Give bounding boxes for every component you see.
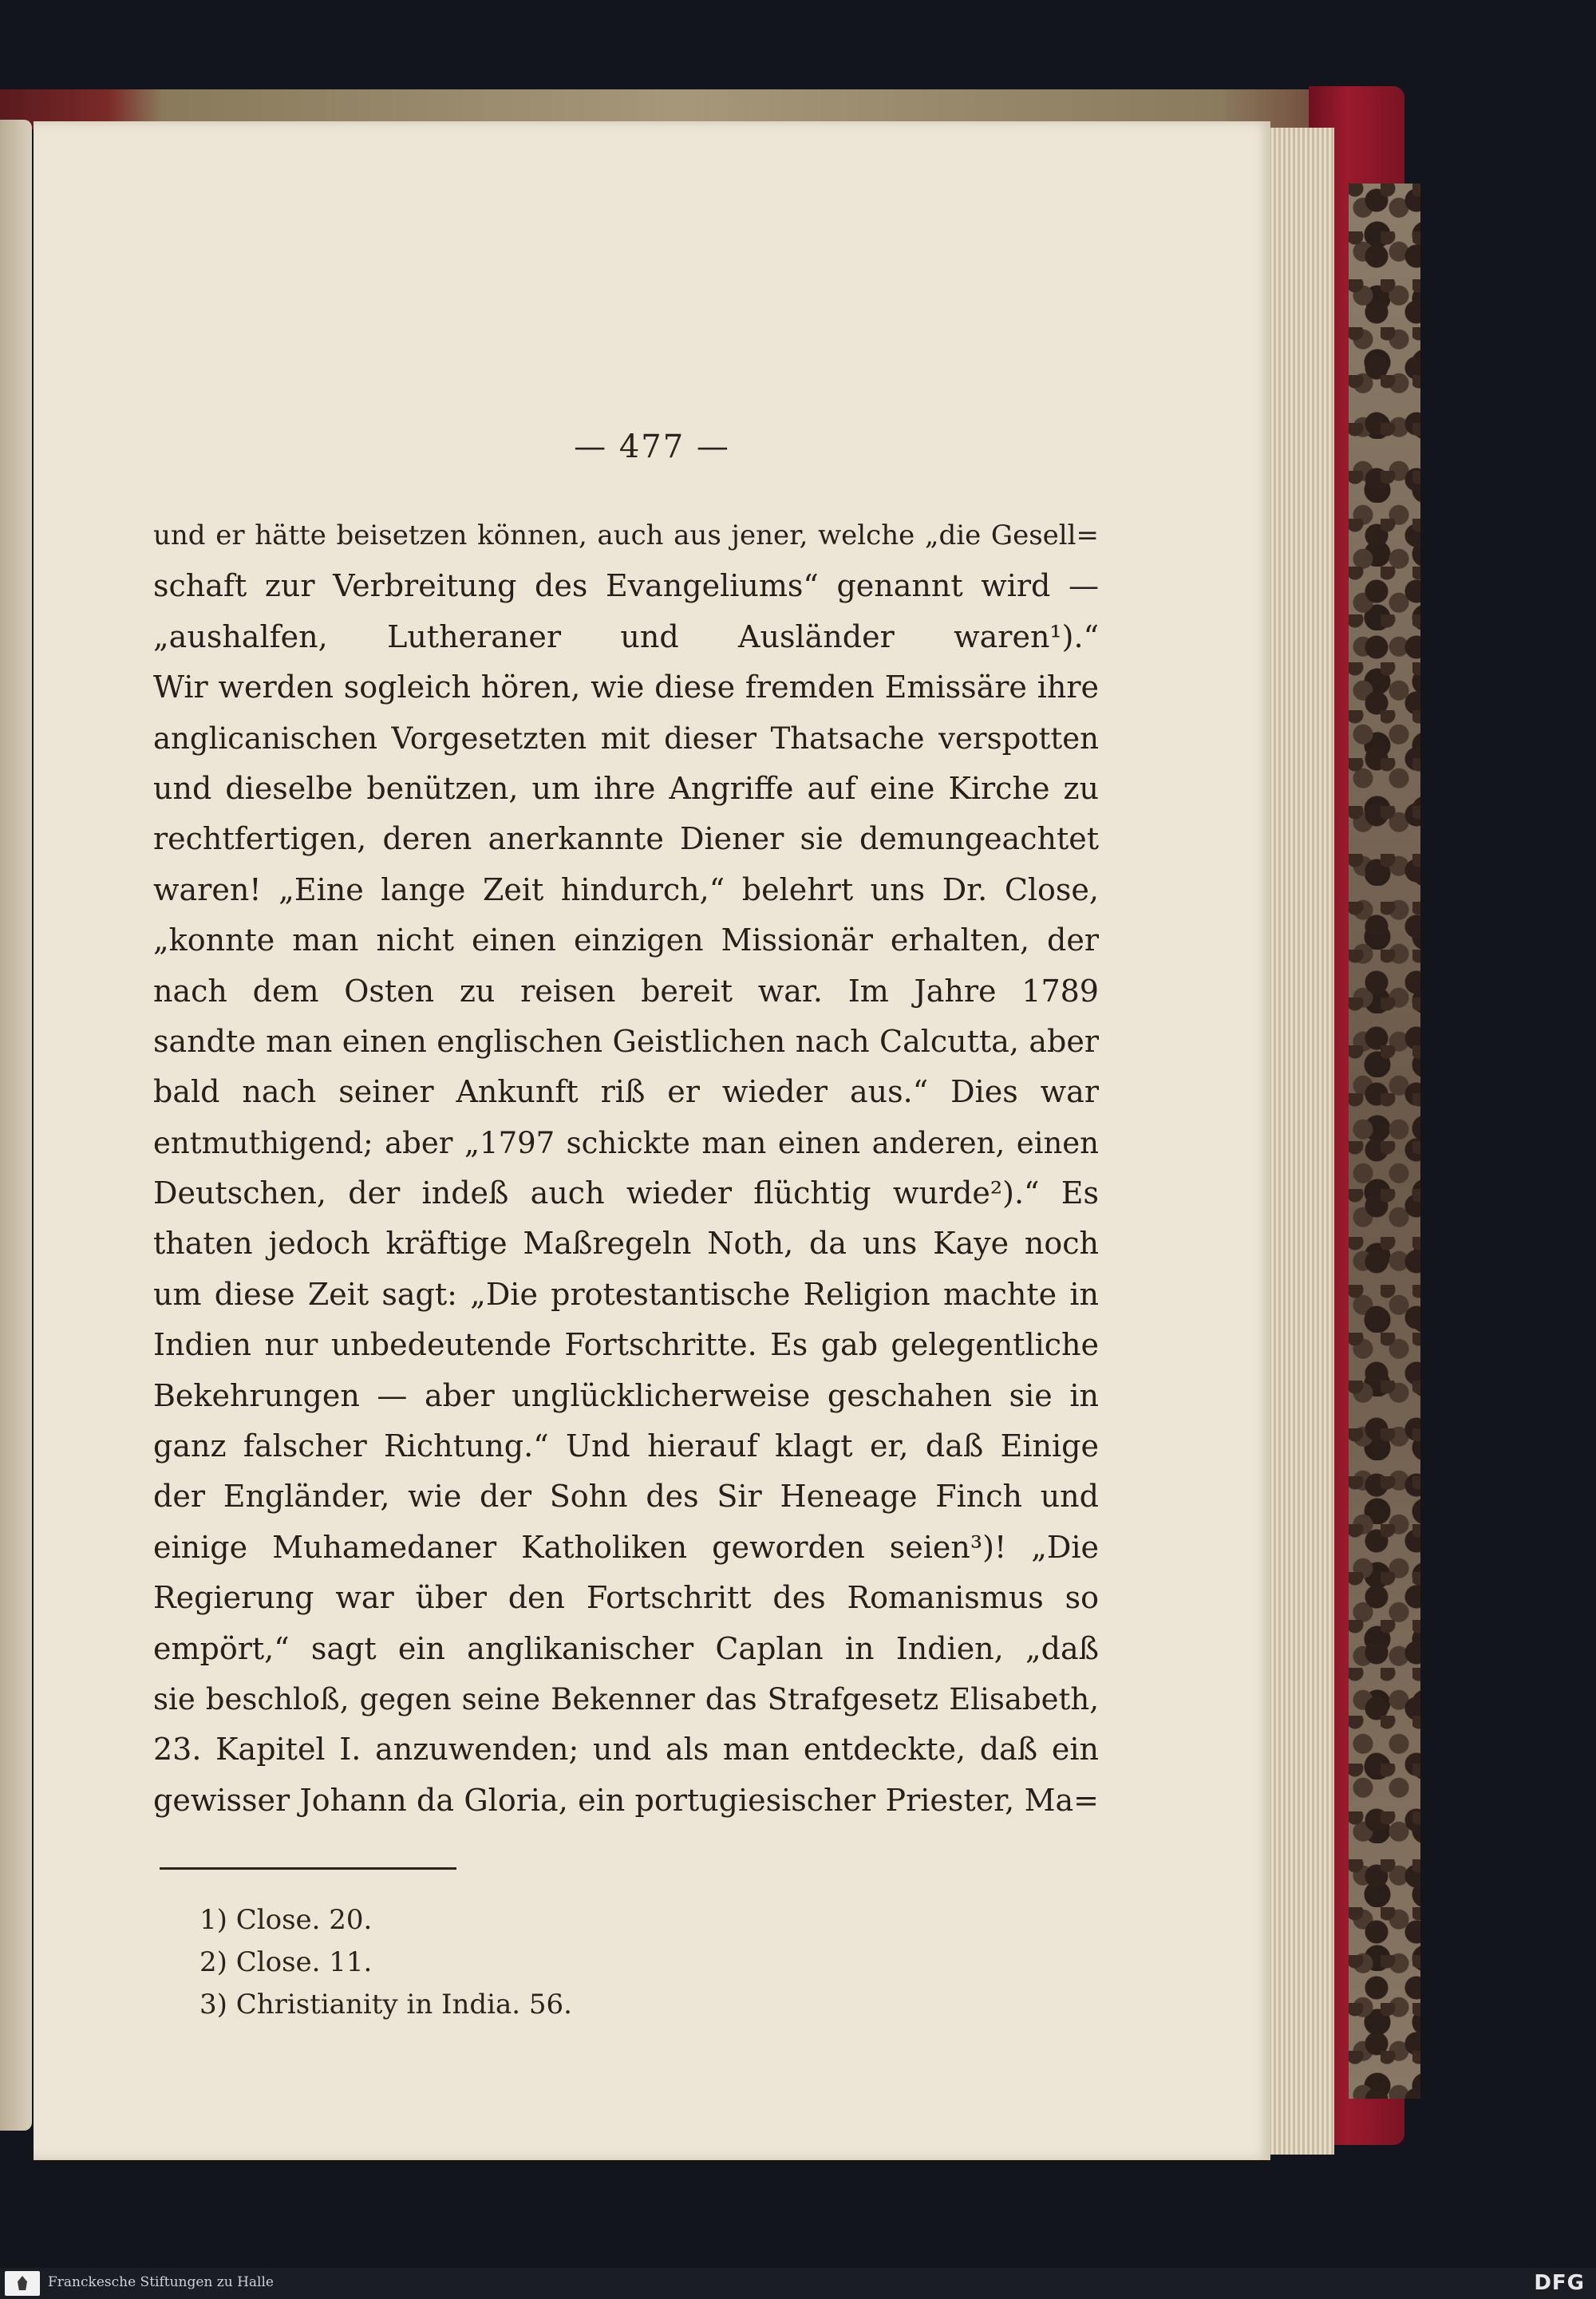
text-line: und dieselbe benützen, um ihre Angriffe auf eine Kirche zu [153, 770, 1099, 806]
text-line: und er hätte beisetzen können, auch aus jener, welche „die Gesell= [153, 519, 1099, 551]
footnote-rule [160, 1867, 456, 1870]
text-line: Indien nur unbedeutende Fortschritte. Es gab gelegentliche [153, 1327, 1099, 1363]
body-text [153, 511, 1099, 1826]
footnote: 3) Christianity in India. 56. [200, 1989, 572, 2021]
library-credit[interactable]: Franckesche Stiftungen zu Halle [48, 2274, 274, 2290]
footnote: 2) Close. 11. [200, 1946, 373, 1978]
left-page-edge [0, 120, 32, 2131]
text-line: 23. Kapitel I. anzuwenden; und als man entdeckte, daß ein [153, 1732, 1099, 1768]
text-line: Regierung war über den Fortschritt des Romanismus so [153, 1580, 1099, 1616]
text-line: sie beschloß, gegen seine Bekenner das Strafgesetz Elisabeth, [153, 1681, 1099, 1716]
text-line: Wir werden sogleich hören, wie diese fremden Emissäre ihre [153, 670, 1099, 705]
dfg-logo[interactable]: DFG [1534, 2271, 1585, 2295]
footnotes [200, 1899, 572, 2026]
text-line: entmuthigend; aber „1797 schickte man einen anderen, einen [153, 1125, 1099, 1160]
text-line: „aushalfen, Lutheraner und Ausländer waren¹).“ [153, 618, 1099, 654]
text-line: der Engländer, wie der Sohn des Sir Heneage Finch und [153, 1479, 1099, 1515]
library-logo-icon [5, 2271, 40, 2296]
text-line: sandte man einen englischen Geistlichen nach Calcutta, aber [153, 1023, 1099, 1059]
text-line: gewisser Johann da Gloria, ein portugiesischer Priester, Ma= [153, 1782, 1099, 1818]
text-line: um diese Zeit sagt: „Die protestantische Religion machte in [153, 1276, 1099, 1312]
text-line: Deutschen, der indeß auch wieder flüchtig wurde²).“ Es [153, 1175, 1099, 1211]
text-line: bald nach seiner Ankunft riß er wieder aus.“ Dies war [153, 1074, 1099, 1110]
text-line: anglicanischen Vorgesetzten mit dieser Thatsache verspotten [153, 721, 1099, 756]
text-line: „konnte man nicht einen einzigen Missionär erhalten, der [153, 922, 1099, 958]
book-page [34, 121, 1270, 2160]
footnote: 1) Close. 20. [200, 1904, 373, 1936]
text-line: Bekehrungen — aber unglücklicherweise geschahen sie in [153, 1377, 1099, 1413]
text-line: ganz falscher Richtung.“ Und hierauf klagt er, daß Einige [153, 1428, 1099, 1464]
text-line: nach dem Osten zu reisen bereit war. Im Jahre 1789 [153, 973, 1099, 1009]
text-line: rechtfertigen, deren anerkannte Diener sie demungeachtet [153, 821, 1099, 857]
text-line: waren! „Eine lange Zeit hindurch,“ belehrt uns Dr. Close, [153, 871, 1099, 907]
marbled-board [1349, 184, 1420, 2099]
text-line: thaten jedoch kräftige Maßregeln Noth, da uns Kaye noch [153, 1226, 1099, 1262]
text-line: empört,“ sagt ein anglikanischer Caplan in Indien, „daß [153, 1630, 1099, 1666]
text-line: einige Muhamedaner Katholiken geworden seien³)! „Die [153, 1529, 1099, 1565]
text-line: schaft zur Verbreitung des Evangeliums“ genannt wird — [153, 568, 1099, 604]
page-number: — 477 — [574, 429, 730, 465]
page-stack-edge [1269, 128, 1334, 2155]
